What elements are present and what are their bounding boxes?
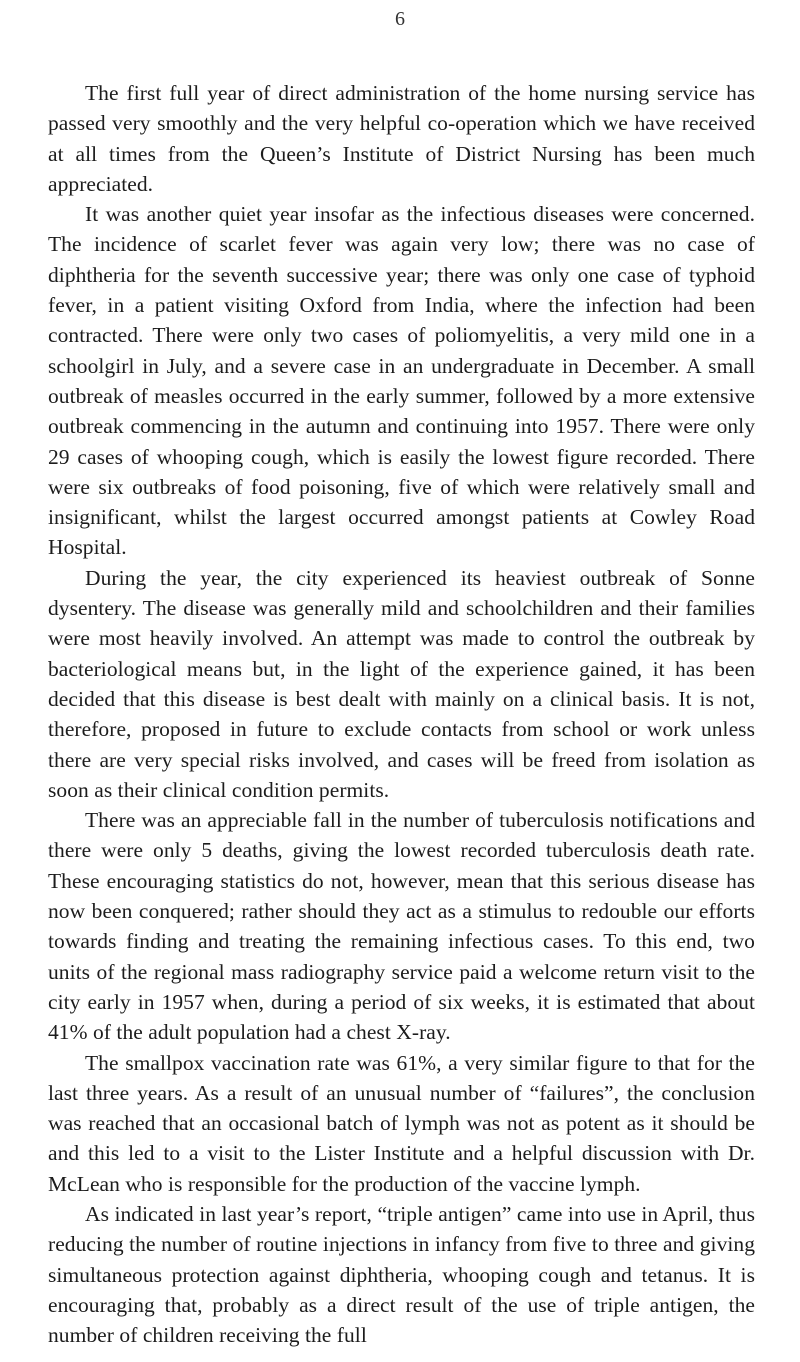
paragraph-smallpox-vaccination: The smallpox vaccination rate was 61%, a very similar figure to that for the last three years. As a result of an unusual number of “failures”, the conclusion was reached that an occasional batch of lymph was not as potent as it should be and this led to a visit to the Lister Institute and a helpful discussion with Dr. McLean who is responsible for the production of the vaccine lymph. — [48, 1050, 755, 1196]
paragraph-infectious-diseases: It was another quiet year insofar as the infectious diseases were concerned. The incidence of scarlet fever was again very low; there was no case of diphtheria for the seventh successive year; there was only one case of typhoid fever, in a patient visiting Oxford from India, where the infection had been contracted. There were only two cases of poliomyelitis, a very mild one in a schoolgirl in July, and a severe case in an undergraduate in December. A small outbreak of measles occurred in the early summer, followed by a more extensive outbreak commencing in the autumn and continuing into 1957. There were only 29 cases of whooping cough, which is easily the lowest figure recorded. There were six outbreaks of food poisoning, five of which were relatively small and insignificant, whilst the largest occurred amongst patients at Cowley Road Hospital. — [48, 202, 755, 560]
paragraph-triple-antigen: As indicated in last year’s report, “triple antigen” came into use in April, thus reducing the number of routine injections in infancy from five to three and giving simultaneous protection against diphtheria, whooping cough and tetanus. It is encouraging that, probably as a direct result of the use of triple antigen, the number of children receiving the full — [48, 1201, 755, 1348]
paragraph-sonne-dysentery: During the year, the city experienced its heaviest outbreak of Sonne dysentery. The disease was generally mild and schoolchildren and their families were most heavily involved. An attempt was made to control the outbreak by bacteriological means but, in the light of the experience gained, it has been decided that this disease is best dealt with mainly on a clinical basis. It is not, therefore, proposed in future to exclude contacts from school or work unless there are very special risks involved, and cases will be freed from isolation as soon as their clinical condition permits. — [48, 565, 755, 802]
page-number: 6 — [395, 8, 405, 30]
paragraph-home-nursing: The first full year of direct administration of the home nursing service has passed very smoothly and the very helpful co-operation which we have received at all times from the Queen’s Institute of District Nursing has been much appreciated. — [48, 81, 755, 196]
paragraph-tuberculosis: There was an appreciable fall in the number of tuberculosis notifications and there were only 5 deaths, giving the lowest recorded tuberculosis death rate. These encouraging statistics do not, however, mean that this serious disease has now been conquered; rather should they act as a stimulus to redouble our efforts towards finding and treating the remaining infectious cases. To this end, two units of the regional mass radiography service paid a welcome return visit to the city early in 1957 when, during a period of six weeks, it is estimated that about 41% of the adult population had a chest X-ray. — [48, 808, 755, 1045]
report-body — [48, 78, 755, 1350]
